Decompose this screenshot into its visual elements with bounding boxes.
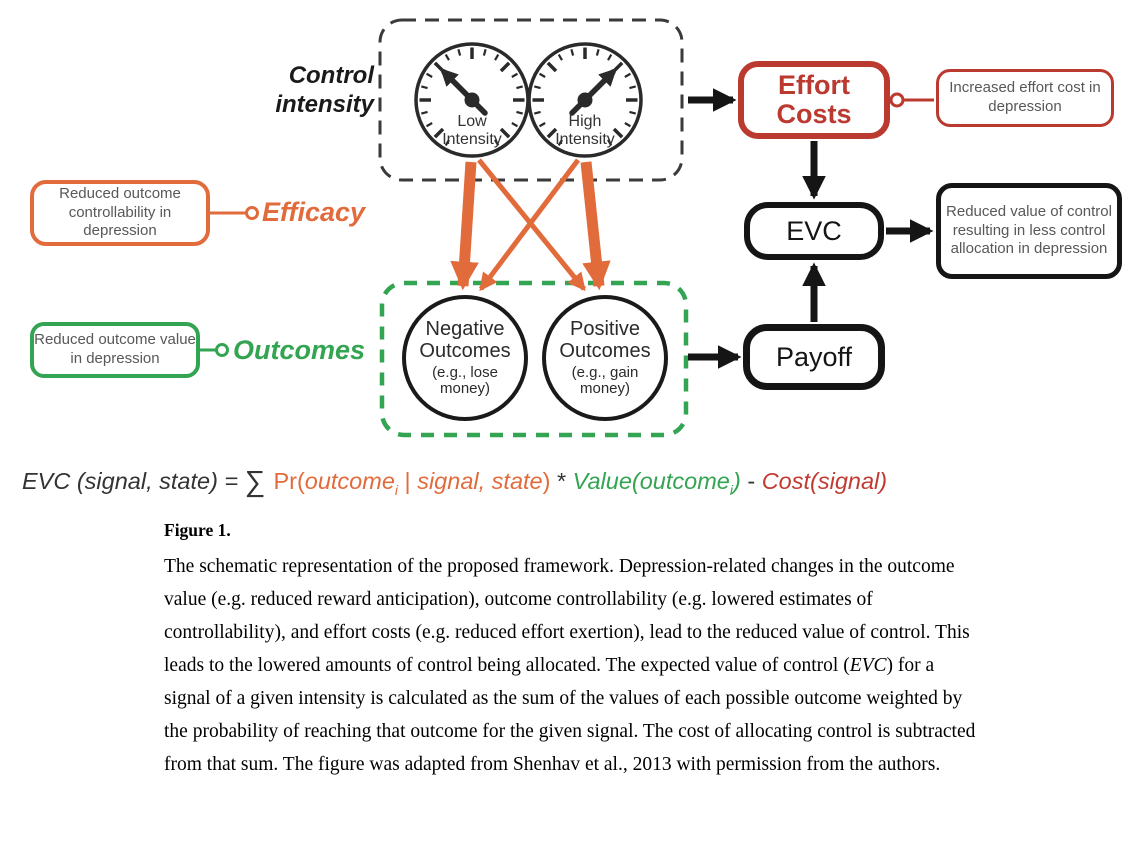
effort-costs-node: Effort Costs: [738, 61, 890, 139]
effort-callout-dot: [891, 94, 903, 106]
control-intensity-label: Control intensity: [275, 62, 374, 118]
efficacy-label: Efficacy: [262, 197, 366, 227]
arrow-high-to-positive: [586, 162, 599, 286]
outcomes-callout-dot: [217, 345, 228, 356]
negative-outcomes-circle: Negative Outcomes (e.g., lose money): [402, 295, 528, 421]
figure-label: Figure 1.: [164, 520, 231, 540]
caption-text: The schematic representation of the proposed framework. Depression-related changes in the outcome value (e.g. reduced reward anticipation), outcome controllability (e.g. lowered estimates of controllability), and effort costs (e.g. reduced effort exertion), lead to the reduced value of control. This leads to the lowered amounts of control being allocated. The expected value of control (EVC) for a signal of a given intensity is calculated as the sum of the values of each possible outcome weighted by the probability of reaching that outcome for the given signal. The cost of allocating control is subtracted from that sum. The figure was adapted from Shenhav et al., 2013 with permission from the authors.: [164, 556, 976, 775]
sigma-symbol: ∑: [244, 466, 274, 498]
payoff-node: Payoff: [743, 324, 885, 390]
cost-term: Cost(signal): [761, 468, 888, 494]
outcomes-label: Outcomes: [233, 335, 366, 365]
high-intensity-gauge-label: High Intensity: [555, 113, 615, 149]
arrow-low-to-negative: [463, 162, 471, 286]
outcomes-annotation: Reduced outcome value in depression: [30, 322, 200, 378]
efficacy-annotation: Reduced outcome controllability in depression: [30, 180, 210, 246]
effort-annotation: Increased effort cost in depression: [936, 69, 1114, 127]
evc-node: EVC: [744, 202, 884, 260]
formula-lhs: EVC (signal, state) =: [22, 468, 245, 494]
evc-annotation: Reduced value of control resulting in less control allocation in depression: [936, 183, 1122, 279]
efficacy-callout-dot: [247, 208, 258, 219]
low-intensity-gauge-label: Low Intensity: [442, 113, 502, 149]
positive-outcomes-circle: Positive Outcomes (e.g., gain money): [542, 295, 668, 421]
evc-formula: EVC (signal, state) = ∑ Pr(outcome$_i$ | signal, state) * Value(outcome$_i$) - Cost(signal): [22, 466, 888, 498]
figure-caption: [164, 520, 976, 781]
